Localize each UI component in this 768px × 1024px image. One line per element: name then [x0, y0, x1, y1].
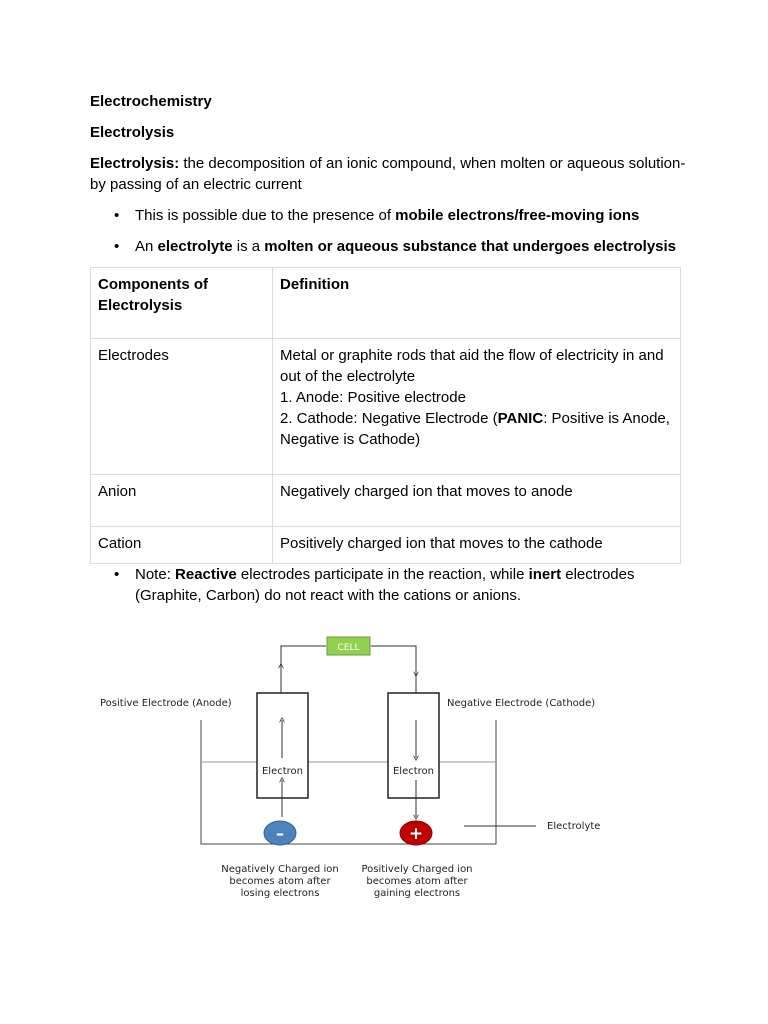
electron-label-right: Electron [392, 766, 435, 777]
wire-right [371, 646, 416, 693]
bullet-text: An [135, 238, 158, 255]
electron-label-left: Electron [261, 766, 304, 777]
definition-line [280, 408, 673, 450]
table-row [91, 527, 681, 564]
bullet-list [90, 205, 690, 257]
definition-line: 1. Anode: Positive electrode [280, 389, 466, 406]
cation-caption-line: becomes atom after [366, 876, 468, 887]
anion-caption-line: becomes atom after [229, 876, 331, 887]
beaker-outline [201, 720, 496, 844]
table-row [91, 475, 681, 527]
table-cell-definition: Positively charged ion that moves to the cathode [273, 527, 681, 564]
section-heading: Electrolysis [90, 124, 175, 141]
note-bold: inert [528, 566, 562, 583]
anion-caption-line: Negatively Charged ion [221, 864, 339, 875]
minus-sign-icon: – [276, 824, 284, 843]
note-bold: Reactive [175, 566, 237, 583]
document-page [90, 91, 690, 616]
note-text: electrodes (Graphite, Carbon) do not react with the cations or anions. [135, 566, 635, 604]
plus-sign-icon: + [408, 824, 424, 844]
bullet-item-electrolyte [135, 236, 690, 257]
bullet-item-mobile-ions [135, 205, 690, 226]
bullet-bold: electrolyte [157, 238, 233, 255]
bullet-item-note [135, 564, 690, 606]
note-text: Note: [135, 566, 176, 583]
bullet-bold: mobile electrons/free-moving ions [395, 207, 640, 224]
table-cell-definition: Negatively charged ion that moves to anode [273, 475, 681, 527]
table-cell-name: Cation [91, 527, 273, 564]
table-cell-definition [273, 339, 681, 475]
cathode-label: Negative Electrode (Cathode) [447, 698, 596, 709]
bullet-text: This is possible due to the presence of [135, 207, 396, 224]
anode-label: Positive Electrode (Anode) [100, 698, 232, 709]
anion-caption-line: losing electrons [240, 888, 320, 899]
cation-caption-line: Positively Charged ion [361, 864, 473, 875]
document-title: Electrochemistry [90, 93, 212, 110]
definition-term: Electrolysis: [90, 155, 180, 172]
cell-label: CELL [337, 643, 360, 653]
table-row [91, 339, 681, 475]
bullet-bold: molten or aqueous substance that undergoes electrolysis [264, 238, 677, 255]
table-header-cell: Definition [273, 268, 681, 339]
note-text: electrodes participate in the reaction, while [236, 566, 529, 583]
electrolyte-label: Electrolyte [547, 821, 601, 832]
components-table [90, 267, 681, 564]
table-cell-name: Anion [91, 475, 273, 527]
electrolysis-diagram [96, 632, 626, 907]
definition-text: the decomposition of an ionic compound, when molten or aqueous solution- by passing of an electric current [90, 155, 686, 193]
bullet-text: is a [232, 238, 265, 255]
definition-text: : Positive is Anode, Negative is Cathode) [280, 410, 670, 448]
table-header-cell: Components of Electrolysis [91, 268, 273, 339]
definition-text: 2. Cathode: Negative Electrode ( [280, 410, 498, 427]
note-list [90, 564, 690, 606]
definition-bold: PANIC [497, 410, 544, 427]
definition-line: Metal or graphite rods that aid the flow of electricity in and out of the electrolyte [280, 347, 664, 385]
table-cell-name: Electrodes [91, 339, 273, 475]
cathode-electrode [388, 693, 439, 798]
wire-left [281, 646, 326, 693]
cation-caption-line: gaining electrons [373, 888, 461, 899]
table-header-row [91, 268, 681, 339]
definition-paragraph [90, 153, 690, 195]
